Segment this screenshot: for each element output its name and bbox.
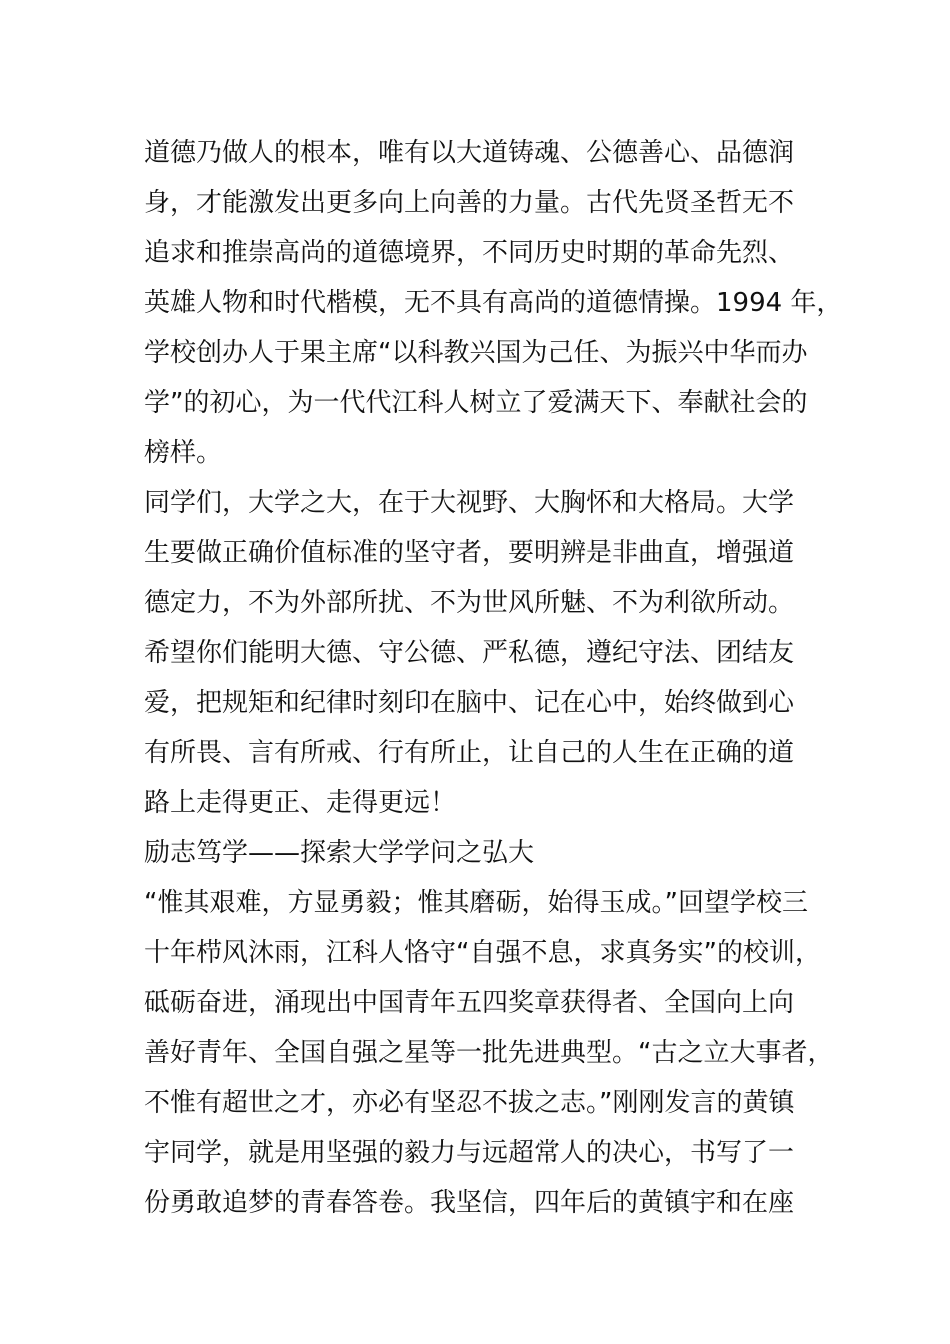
text-line: 德定力，不为外部所扰、不为世风所魅、不为利欲所动。 — [144, 588, 795, 618]
text-line: 善好青年、全国自强之星等一批先进典型。“古之立大事者， — [144, 1038, 834, 1068]
text-line: 身，才能激发出更多向上向善的力量。古代先贤圣哲无不 — [144, 188, 795, 218]
text-line: 学校创办人于果主席“以科教兴国为己任、为振兴中华而办 — [144, 338, 808, 368]
text-line: 有所畏、言有所戒、行有所止，让自己的人生在正确的道 — [144, 738, 795, 768]
text-line: 榜样。 — [144, 438, 223, 468]
text-line: 同学们，大学之大，在于大视野、大胸怀和大格局。大学 — [144, 488, 795, 518]
text-line: 砥砺奋进，涌现出中国青年五四奖章获得者、全国向上向 — [144, 988, 795, 1018]
text-line: 道德乃做人的根本，唯有以大道铸魂、公德善心、品德润 — [144, 138, 795, 168]
section-heading: 励志笃学——探索大学学问之弘大 — [144, 838, 535, 868]
document-body — [144, 128, 844, 1228]
text-line: 英雄人物和时代楷模，无不具有高尚的道德情操。1994 年， — [144, 288, 843, 318]
text-line: 追求和推崇高尚的道德境界，不同历史时期的革命先烈、 — [144, 238, 795, 268]
text-line: 宇同学，就是用坚强的毅力与远超常人的决心，书写了一 — [144, 1138, 795, 1168]
text-line: 生要做正确价值标准的坚守者，要明辨是非曲直，增强道 — [144, 538, 795, 568]
text-line: 学”的初心，为一代代江科人树立了爱满天下、奉献社会的 — [144, 388, 808, 418]
text-line: 希望你们能明大德、守公德、严私德，遵纪守法、团结友 — [144, 638, 795, 668]
text-line: 路上走得更正、走得更远！ — [144, 788, 457, 818]
text-line: 不惟有超世之才，亦必有坚忍不拔之志。”刚刚发言的黄镇 — [144, 1088, 795, 1118]
text-line: “惟其艰难，方显勇毅；惟其磨砺，始得玉成。”回望学校三 — [144, 888, 808, 918]
text-line: 十年栉风沐雨，江科人恪守“自强不息，求真务实”的校训， — [144, 938, 821, 968]
text-line: 爱，把规矩和纪律时刻印在脑中、记在心中，始终做到心 — [144, 688, 795, 718]
text-line: 份勇敢追梦的青春答卷。我坚信，四年后的黄镇宇和在座 — [144, 1188, 795, 1218]
